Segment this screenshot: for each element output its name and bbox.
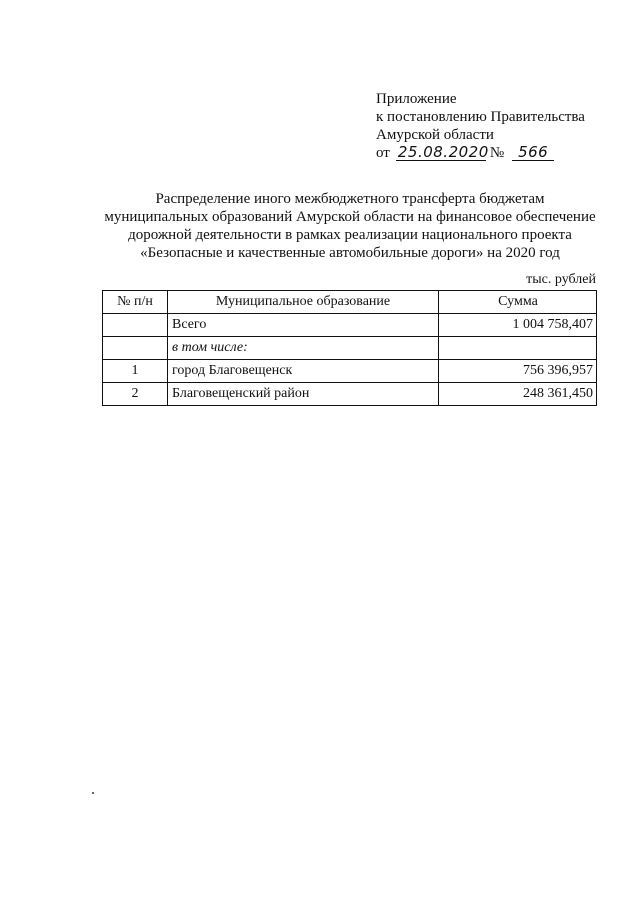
document-title	[90, 190, 610, 262]
appendix-date-line	[376, 144, 585, 162]
table-row-total	[103, 314, 597, 337]
title-line-4: «Безопасные и качественные автомобильные дороги» на 2020 год	[140, 245, 560, 261]
row-name: город Благовещенск	[168, 360, 439, 383]
date-prefix: от	[376, 145, 390, 161]
row-number: 1	[103, 360, 168, 383]
appendix-region: Амурской области	[376, 127, 494, 143]
row-number	[103, 337, 168, 360]
row-name: в том числе:	[168, 337, 439, 360]
appendix-label: Приложение	[376, 91, 457, 107]
table-row	[103, 383, 597, 406]
row-sum: 248 361,450	[439, 383, 597, 406]
title-line-2: муниципальных образований Амурской области на финансовое обеспечение	[104, 209, 596, 225]
row-number: 2	[103, 383, 168, 406]
scan-speck	[92, 792, 94, 794]
row-sum	[439, 337, 597, 360]
handwritten-number: 566	[512, 145, 554, 161]
table-row	[103, 360, 597, 383]
row-name: Благовещенский район	[168, 383, 439, 406]
row-sum: 1 004 758,407	[439, 314, 597, 337]
table-header-row	[103, 291, 597, 314]
header-number: № п/н	[103, 291, 168, 314]
table-row-including	[103, 337, 597, 360]
header-sum: Сумма	[439, 291, 597, 314]
appendix-block	[376, 90, 585, 162]
row-name: Всего	[168, 314, 439, 337]
number-sign: №	[489, 145, 505, 161]
distribution-table	[102, 290, 597, 406]
title-line-3: дорожной деятельности в рамках реализации национального проекта	[128, 227, 572, 243]
handwritten-date: 25.08.2020	[397, 143, 489, 161]
row-sum: 756 396,957	[439, 360, 597, 383]
appendix-decree: к постановлению Правительства	[376, 109, 585, 125]
unit-label: тыс. рублей	[526, 272, 596, 287]
row-number	[103, 314, 168, 337]
header-municipality: Муниципальное образование	[168, 291, 439, 314]
title-line-1: Распределение иного межбюджетного трансферта бюджетам	[155, 191, 545, 207]
